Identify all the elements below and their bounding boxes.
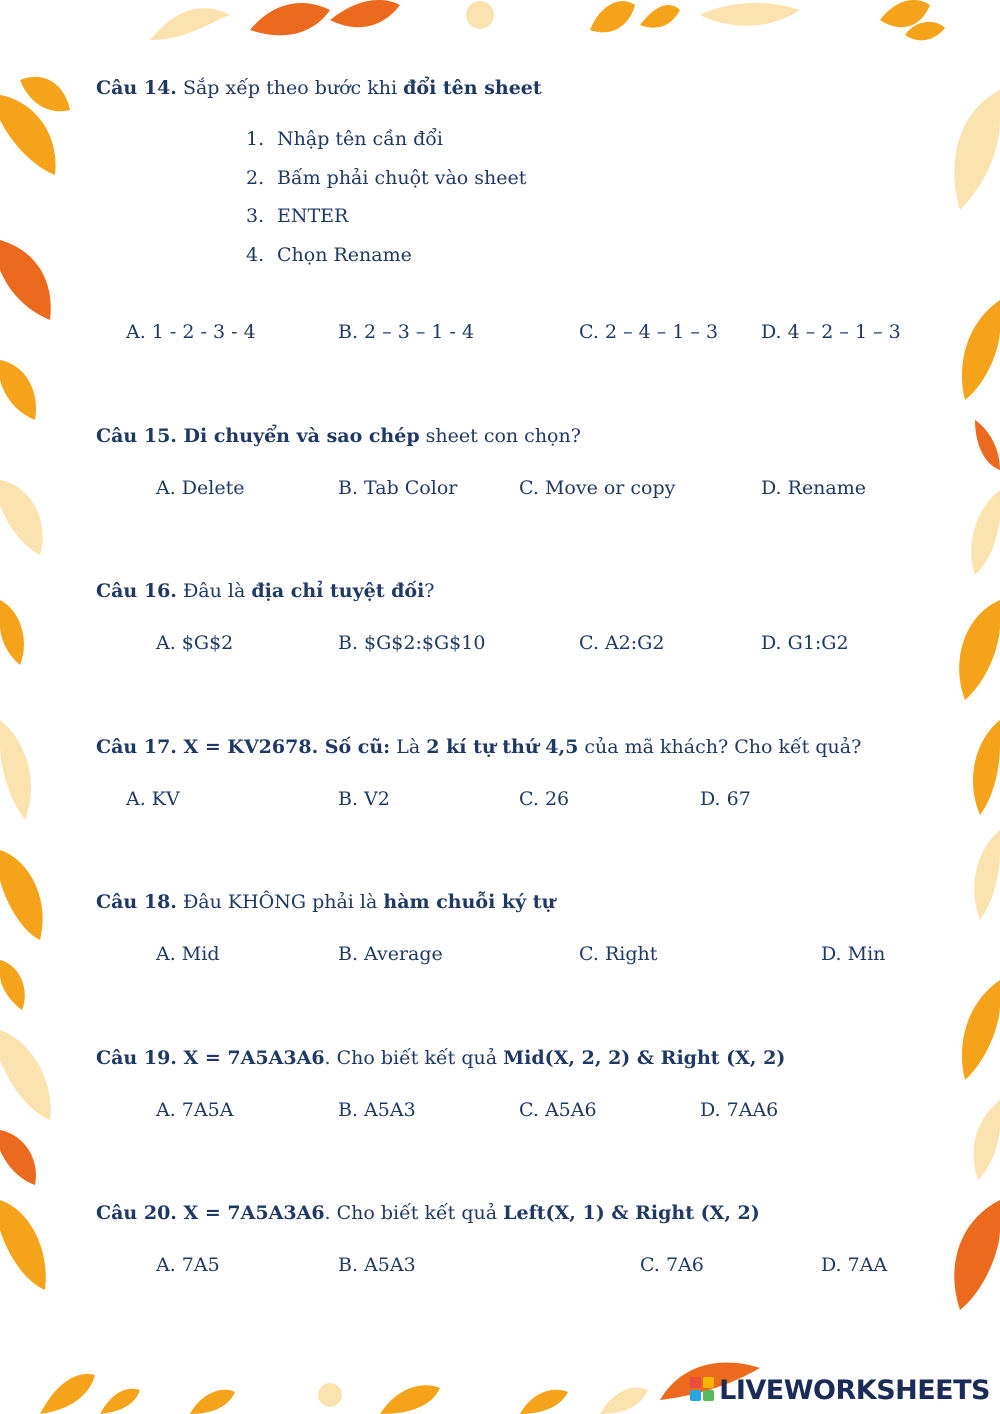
step-number: 2. [246, 166, 265, 189]
step-item [246, 244, 526, 283]
question-14-label: Câu 14. [96, 77, 177, 99]
question-19-part-bold: X = 7A5A3A6 [176, 1047, 325, 1069]
liveworksheets-logo-icon [690, 1377, 715, 1403]
step-number: 3. [246, 205, 265, 227]
question-14-text [96, 77, 542, 99]
question-19-text [96, 1047, 785, 1069]
liveworksheets-logo[interactable] [690, 1370, 990, 1410]
question-18-part-bold: hàm chuỗi ký tự [383, 891, 556, 913]
step-item [246, 205, 526, 244]
q19-option-b[interactable]: B. A5A3 [338, 1099, 416, 1121]
q19-option-c[interactable]: C. A5A6 [519, 1099, 597, 1121]
question-15-text [96, 425, 581, 447]
question-19-label: Câu 19. [96, 1047, 177, 1069]
question-19-part: . Cho biết kết quả [324, 1047, 504, 1069]
q18-option-b[interactable]: B. Average [338, 943, 443, 965]
q16-option-c[interactable]: C. A2:G2 [579, 632, 665, 654]
q16-option-b[interactable]: B. $G$2:$G$10 [338, 632, 486, 654]
q17-option-c[interactable]: C. 26 [519, 788, 570, 810]
question-16-text [96, 580, 434, 602]
question-20-label: Câu 20. [96, 1202, 177, 1224]
question-16-label: Câu 16. [96, 580, 177, 602]
question-16-part-bold: địa chỉ tuyệt đối [251, 580, 425, 602]
q18-option-a[interactable]: A. Mid [156, 943, 220, 965]
q18-option-d[interactable]: D. Min [821, 943, 886, 965]
q14-option-d[interactable]: D. 4 – 2 – 1 – 3 [761, 321, 901, 343]
q15-option-c[interactable]: C. Move or copy [519, 477, 676, 499]
question-20-text [96, 1202, 760, 1224]
q20-option-b[interactable]: B. A5A3 [338, 1254, 416, 1276]
q17-option-b[interactable]: B. V2 [338, 788, 390, 810]
question-18-label: Câu 18. [96, 891, 177, 913]
q14-option-b[interactable]: B. 2 – 3 – 1 - 4 [338, 321, 475, 343]
question-20-part: . Cho biết kết quả [324, 1202, 504, 1224]
q15-option-b[interactable]: B. Tab Color [338, 477, 458, 499]
question-15-label: Câu 15. [96, 425, 177, 447]
step-number: 4. [246, 243, 265, 266]
q14-option-a[interactable]: A. 1 - 2 - 3 - 4 [126, 321, 256, 343]
q18-option-c[interactable]: C. Right [579, 943, 658, 965]
step-text: ENTER [277, 205, 349, 227]
step-text: Nhập tên cần đổi [277, 128, 443, 150]
question-17-part-bold: X = KV2678. Số cũ: [176, 736, 391, 758]
step-item [246, 167, 526, 206]
question-20-part-bold: Left(X, 1) & Right (X, 2) [503, 1202, 760, 1224]
q19-option-a[interactable]: A. 7A5A [156, 1099, 234, 1121]
liveworksheets-logo-text: LIVEWORKSHEETS [719, 1374, 990, 1406]
q15-option-a[interactable]: A. Delete [156, 477, 245, 499]
q19-option-d[interactable]: D. 7AA6 [700, 1099, 779, 1121]
question-17-part: của mã khách? Cho kết quả? [578, 736, 862, 758]
question-16-part: Đâu là [176, 580, 252, 602]
question-20-part-bold: X = 7A5A3A6 [176, 1202, 325, 1224]
question-17-part-bold: 2 kí tự thứ 4,5 [426, 736, 579, 758]
question-16-part: ? [424, 580, 435, 602]
question-17-part: Là [390, 736, 427, 758]
q20-option-c[interactable]: C. 7A6 [640, 1254, 704, 1276]
step-text: Chọn Rename [277, 243, 412, 266]
question-19-part-bold: Mid(X, 2, 2) & Right (X, 2) [503, 1047, 786, 1069]
question-15-part: sheet con chọn? [419, 425, 581, 447]
q16-option-a[interactable]: A. $G$2 [156, 632, 234, 654]
question-14-part: Sắp xếp theo bước khi [176, 77, 404, 99]
step-number: 1. [246, 128, 265, 150]
question-18-part: Đâu KHÔNG phải là [176, 891, 384, 913]
question-15-part-bold: Di chuyển và sao chép [176, 425, 420, 447]
q16-option-d[interactable]: D. G1:G2 [761, 632, 849, 654]
q15-option-d[interactable]: D. Rename [761, 477, 867, 499]
question-17-label: Câu 17. [96, 736, 177, 758]
q17-option-d[interactable]: D. 67 [700, 788, 751, 810]
q14-option-c[interactable]: C. 2 – 4 – 1 – 3 [579, 321, 719, 343]
q20-option-a[interactable]: A. 7A5 [156, 1254, 220, 1276]
q20-option-d[interactable]: D. 7AA [821, 1254, 888, 1276]
question-18-text [96, 891, 555, 913]
q17-option-a[interactable]: A. KV [126, 788, 180, 810]
question-14-steps [246, 128, 526, 282]
step-text: Bấm phải chuột vào sheet [277, 166, 527, 189]
question-14-part-bold: đổi tên sheet [403, 77, 542, 99]
question-17-text [96, 736, 861, 758]
step-item [246, 128, 526, 167]
